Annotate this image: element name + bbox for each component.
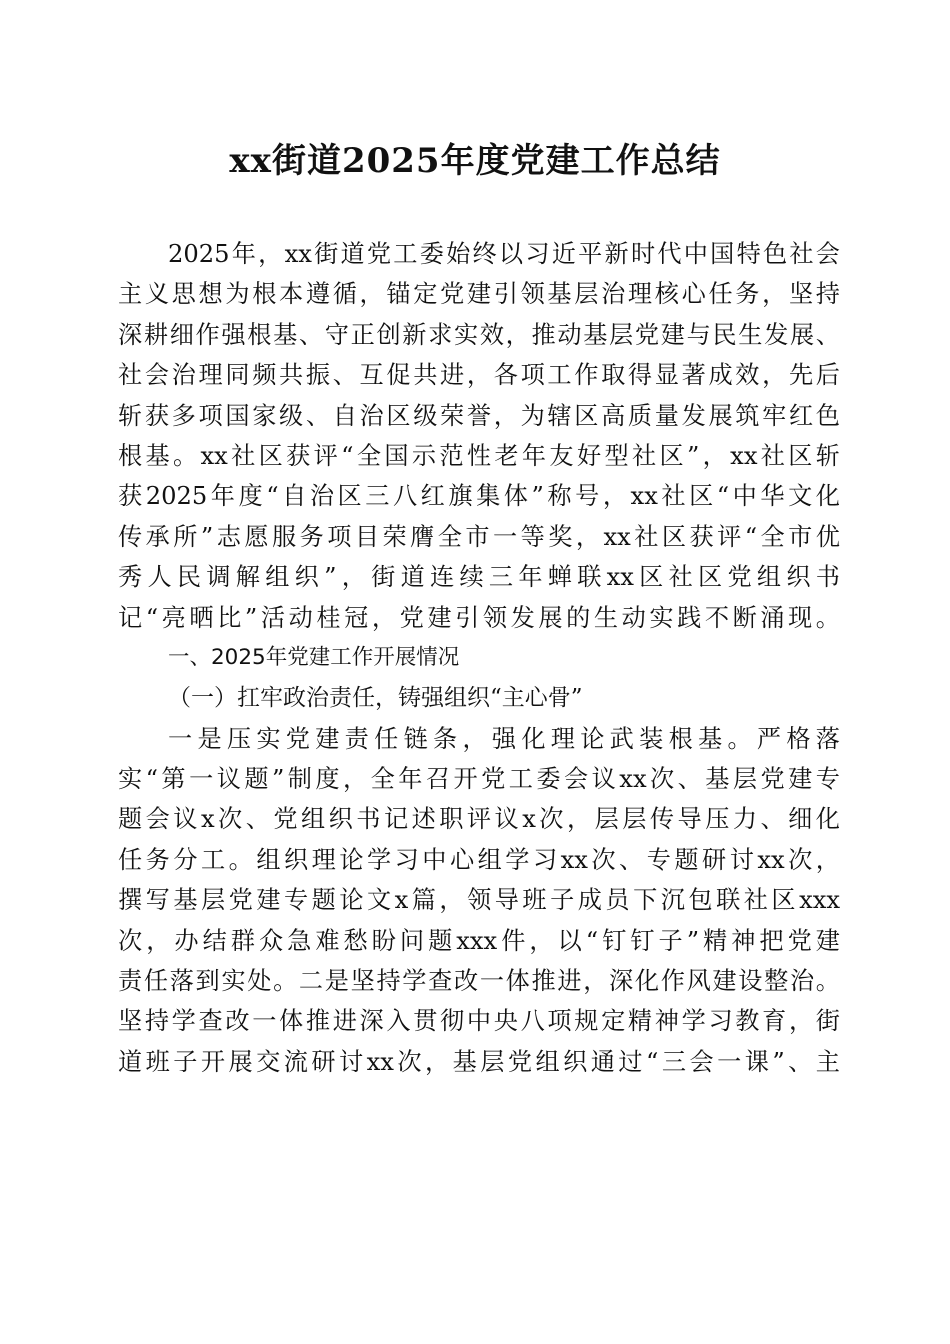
intro-line: 获2025年度“自治区三八红旗集体”称号，xx社区“中华文化: [118, 482, 840, 511]
section-line: 一是压实党建责任链条，强化理论武装根基。严格落: [168, 724, 840, 753]
section-line: 任务分工。组织理论学习中心组学习xx次、专题研讨xx次，: [118, 845, 840, 874]
intro-line: 深耕细作强根基、守正创新求实效，推动基层党建与民生发展、: [118, 320, 840, 349]
section-line: 撰写基层党建专题论文x篇，领导班子成员下沉包联社区xxx: [118, 886, 840, 915]
document-body: [118, 234, 840, 1082]
intro-line: 秀人民调解组织”，街道连续三年蝉联xx区社区党组织书: [118, 563, 840, 592]
intro-line: 主义思想为根本遵循，锚定党建引领基层治理核心任务，坚持: [118, 280, 840, 309]
section-line: 题会议x次、党组织书记述职评议x次，层层传导压力、细化: [118, 805, 840, 834]
intro-line: 2025年，xx街道党工委始终以习近平新时代中国特色社会: [168, 240, 840, 268]
section-heading-1: 一、2025年党建工作开展情况: [168, 644, 460, 670]
document-title: xx街道2025年度党建工作总结: [229, 141, 721, 181]
section-line: 次，办结群众急难愁盼问题xxx件，以“钉钉子”精神把党建: [118, 926, 840, 955]
intro-line: 斩获多项国家级、自治区级荣誉，为辖区高质量发展筑牢红色: [118, 401, 840, 430]
section-line: 道班子开展交流研讨xx次，基层党组织通过“三会一课”、主: [118, 1047, 840, 1076]
intro-line: 社会治理同频共振、互促共进，各项工作取得显著成效，先后: [118, 361, 840, 390]
section-line: 实“第一议题”制度，全年召开党工委会议xx次、基层党建专: [118, 765, 840, 794]
section-line: 坚持学查改一体推进深入贯彻中央八项规定精神学习教育，街: [118, 1007, 840, 1036]
intro-line: 根基。xx社区获评“全国示范性老年友好型社区”，xx社区斩: [118, 441, 840, 470]
intro-line: 传承所”志愿服务项目荣膺全市一等奖，xx社区获评“全市优: [118, 522, 840, 551]
section-line: 责任落到实处。二是坚持学查改一体推进，深化作风建设整治。: [118, 967, 840, 996]
intro-line: 记“亮晒比”活动桂冠，党建引领发展的生动实践不断涌现。: [118, 603, 840, 632]
section-heading-2: （一）扛牢政治责任，铸强组织“主心骨”: [168, 685, 583, 712]
